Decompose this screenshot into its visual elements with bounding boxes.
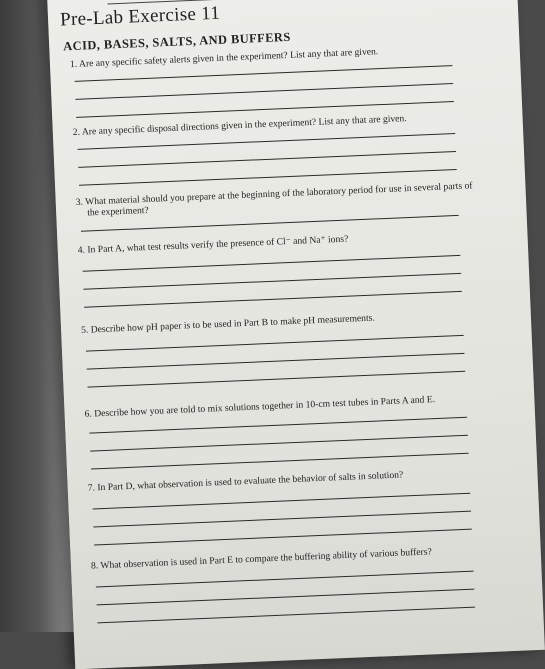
question-5 — [81, 308, 481, 336]
answer-line[interactable] — [86, 335, 464, 352]
section-heading: ACID, BASES, SALTS, AND BUFFERS — [62, 29, 291, 54]
question-number: 8. — [90, 560, 99, 572]
question-number: 6. — [84, 408, 93, 420]
question-number: 3. — [75, 196, 84, 208]
question-number: 4. — [77, 244, 86, 256]
question-number: 5. — [80, 324, 89, 336]
answer-line[interactable] — [93, 511, 471, 528]
answer-line[interactable] — [75, 83, 453, 100]
question-text: In Part D, what observation is used to evaluate the behavior of salts in solution? — [97, 469, 404, 494]
answer-line[interactable] — [83, 255, 461, 272]
answer-line[interactable] — [90, 435, 468, 452]
question-number: 1. — [69, 58, 78, 71]
question-text: Describe how you are told to mix solutions together in 10-cm test tubes in Parts A and E. — [94, 394, 436, 420]
answer-line[interactable] — [91, 453, 469, 470]
question-number: 2. — [72, 126, 81, 139]
question-number: 7. — [87, 482, 96, 494]
question-4 — [78, 228, 478, 256]
question-text-continued: the experiment? — [86, 204, 149, 219]
question-6 — [84, 392, 484, 420]
question-text: Are any specific disposal directions given in the experiment? List any that are given. — [81, 113, 407, 138]
question-text: In Part A, what test results verify the presence of Cl⁻ and Na⁺ ions? — [87, 233, 349, 256]
question-text: What observation is used in Part E to compare the buffering ability of various buffers? — [100, 546, 432, 572]
answer-line[interactable] — [75, 65, 453, 82]
answer-line[interactable] — [93, 493, 471, 510]
answer-line[interactable] — [97, 607, 475, 624]
question-7 — [88, 466, 488, 494]
answer-line[interactable] — [83, 273, 461, 290]
answer-line[interactable] — [94, 529, 472, 546]
question-8 — [91, 544, 491, 572]
answer-line[interactable] — [78, 151, 456, 168]
worksheet-page — [46, 0, 545, 669]
answer-line[interactable] — [96, 571, 474, 588]
page-title: Pre-Lab Exercise 11 — [59, 2, 221, 31]
answer-line[interactable] — [87, 371, 465, 388]
question-text: Describe how pH paper is to be used in Part B to make pH measurements. — [90, 312, 375, 336]
answer-line[interactable] — [87, 353, 465, 370]
section-field-label — [339, 0, 355, 2]
answer-line[interactable] — [97, 589, 475, 606]
answer-line[interactable] — [78, 133, 456, 150]
answer-line[interactable] — [81, 215, 459, 232]
question-3 — [76, 180, 477, 219]
answer-line[interactable] — [89, 417, 467, 434]
question-text: What material should you prepare at the beginning of the laboratory period for use in several parts of — [84, 180, 473, 208]
question-text: Are any specific safety alerts given in the experiment? List any that are given. — [78, 46, 379, 70]
answer-line[interactable] — [84, 291, 462, 308]
